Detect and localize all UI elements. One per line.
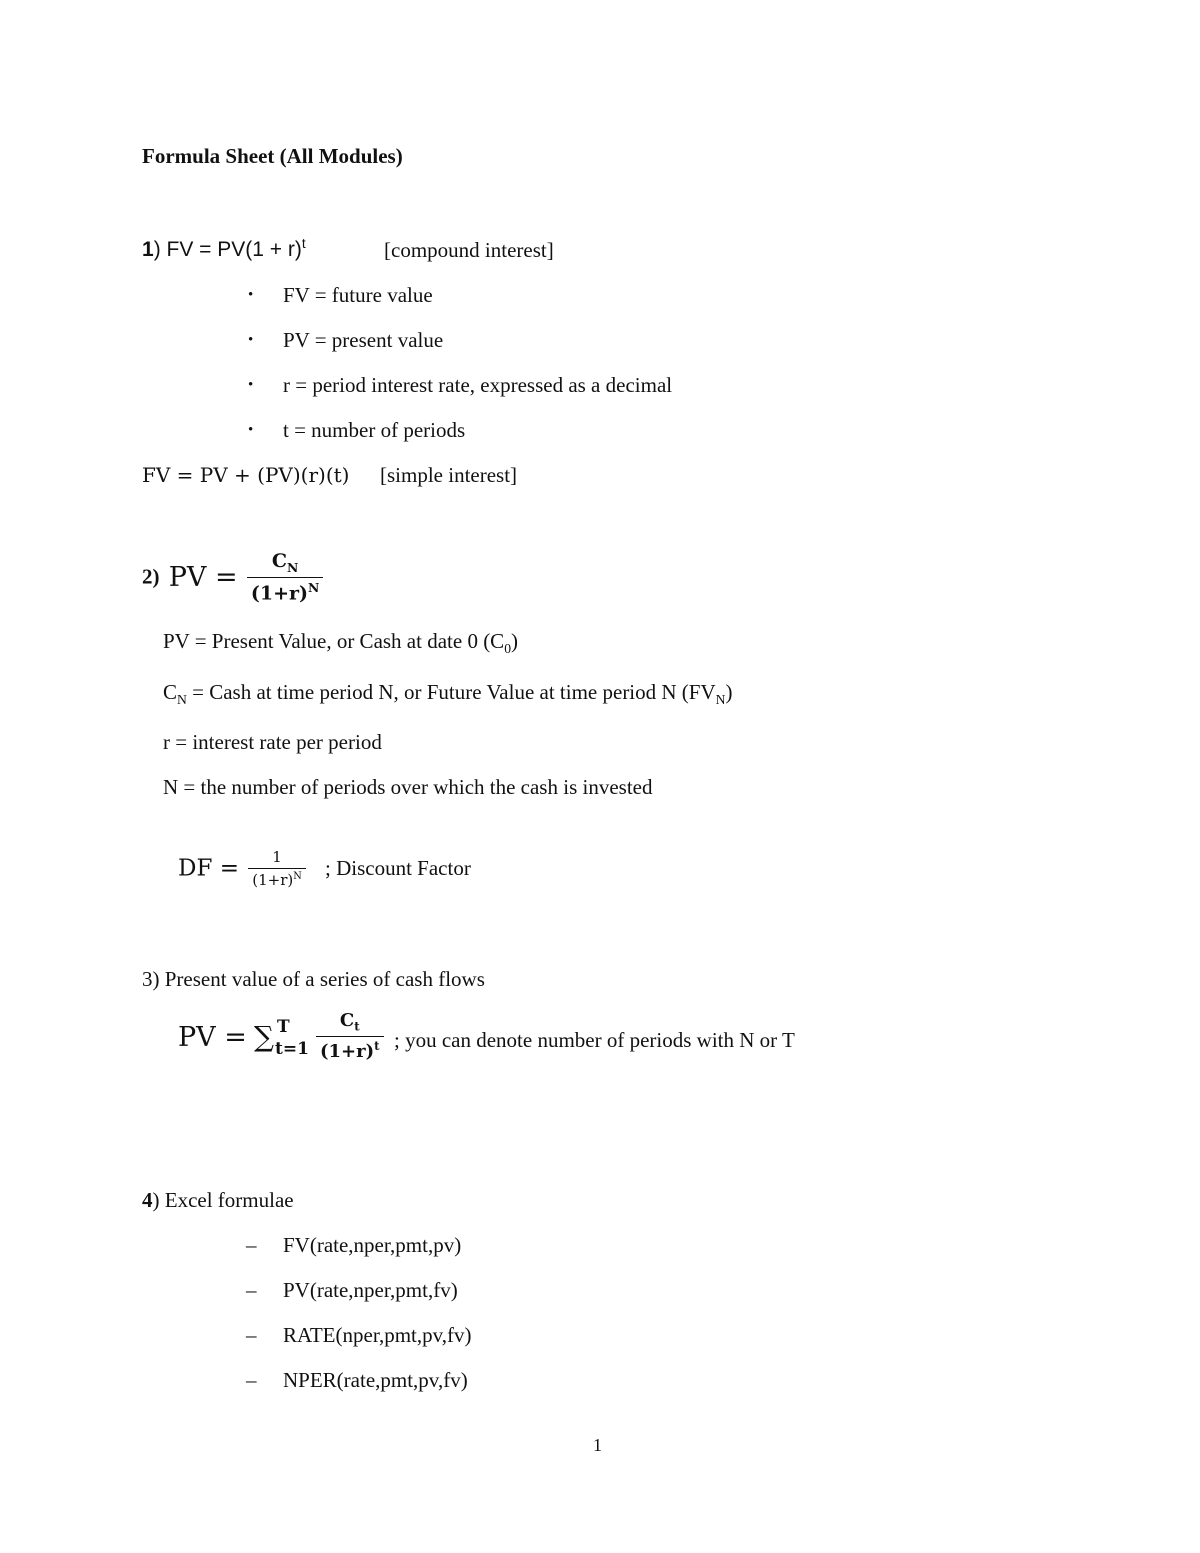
section-1-number: 1	[142, 238, 154, 261]
page-title: Formula Sheet (All Modules)	[142, 144, 403, 168]
simple-interest-note: [simple interest]	[380, 463, 518, 487]
n-definition: N = the number of periods over which the cash is invested	[163, 775, 653, 799]
r-definition: r = interest rate per period	[163, 730, 382, 754]
dash-glyph: –	[246, 1278, 257, 1302]
sigma-symbol: ∑	[254, 1020, 274, 1053]
dash-glyph: –	[246, 1368, 257, 1392]
df-fraction	[248, 848, 306, 889]
cn-definition: $C_N$ = Cash at time period N, or Future Value at time period N $(FV_N)$	[163, 680, 733, 708]
dash-glyph: –	[246, 1323, 257, 1347]
series-lhs: PV =	[178, 1022, 247, 1053]
list-item: NPER(rate,pmt,pv,fv)	[283, 1368, 468, 1392]
df-denominator: $(1+r)^N$	[248, 868, 306, 889]
dash-glyph: –	[246, 1233, 257, 1257]
list-item: PV(rate,nper,pmt,fv)	[283, 1278, 458, 1302]
pv-denominator: $(1+r)^N$	[247, 577, 323, 604]
section-4-number: 4	[142, 1188, 153, 1212]
pv-lhs: PV =	[168, 561, 238, 593]
page-number: 1	[593, 1435, 602, 1455]
compound-formula-exponent: t	[301, 236, 306, 251]
section-3-heading: 3) Present value of a series of cash flows	[142, 967, 485, 991]
df-lhs: DF =	[178, 855, 239, 882]
df-note: ; Discount Factor	[325, 856, 471, 880]
list-item: PV = present value	[283, 328, 444, 352]
simple-interest-formula: FV = PV + (PV)(r)(t)	[142, 463, 350, 487]
list-item: FV(rate,nper,pmt,pv)	[283, 1233, 462, 1257]
discount-factor-formula	[178, 848, 471, 889]
list-item: RATE(nper,pmt,pv,fv)	[283, 1323, 472, 1347]
section-2-number: 2)	[142, 564, 160, 589]
compound-interest-note: [compound interest]	[384, 238, 554, 262]
compound-formula-text: ) FV = PV(1 + r)	[153, 238, 302, 261]
series-note: ; you can denote number of periods with N or T	[394, 1028, 795, 1052]
series-fraction	[316, 1010, 384, 1062]
sum-lower-limit: t=1	[275, 1039, 309, 1059]
list-item: t = number of periods	[283, 418, 466, 442]
pv-numerator: $C_N$	[271, 550, 299, 575]
df-numerator: 1	[272, 848, 282, 866]
pv-definition: PV = Present Value, or Cash at date 0 $(C_0)$	[163, 629, 519, 657]
section-4-heading: 4) Excel formulae	[142, 1188, 294, 1212]
bullet-glyph: •	[248, 287, 254, 303]
series-denominator: $(1+r)^t$	[316, 1036, 384, 1062]
list-item: r = period interest rate, expressed as a decimal	[283, 373, 673, 397]
bullet-glyph: •	[248, 332, 254, 348]
series-numerator: $C_t$	[339, 1010, 360, 1034]
present-value-formula	[142, 550, 323, 604]
pv-fraction	[247, 550, 323, 604]
bullet-glyph: •	[248, 377, 254, 393]
bullet-glyph: •	[248, 422, 254, 438]
compound-interest-formula	[142, 236, 306, 262]
sum-upper-limit: T	[277, 1017, 290, 1037]
list-item: FV = future value	[283, 283, 433, 307]
